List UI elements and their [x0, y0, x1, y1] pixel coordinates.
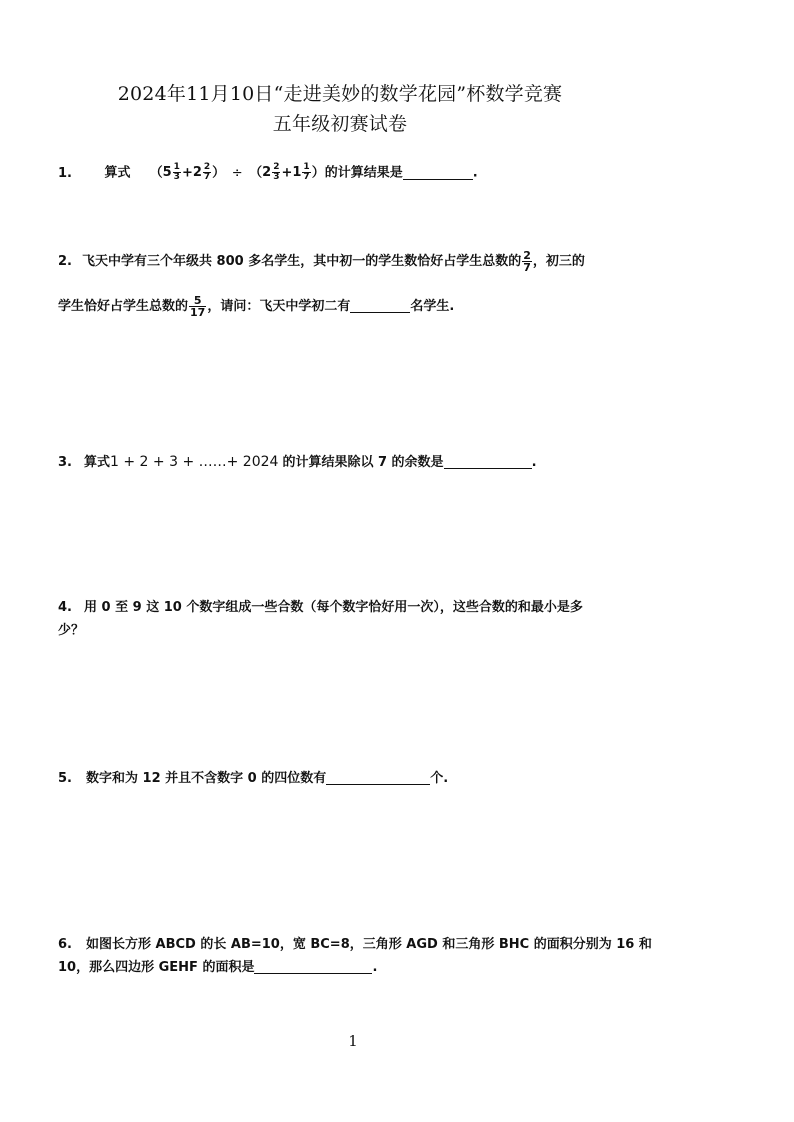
exam-subtitle: 五年级初赛试卷 [272, 113, 408, 135]
fraction [302, 163, 310, 182]
mixed-number [163, 163, 182, 183]
plus-sign: + [181, 165, 193, 181]
paren-close: ） [311, 165, 325, 181]
mixed-number [262, 163, 281, 183]
question-text: 个. [430, 771, 449, 786]
question-text: 用 0 至 9 这 10 个数字组成一些合数（每个数字恰好用一次），这些合数的和最小是多 [84, 600, 583, 615]
question-number: 1. [58, 165, 72, 181]
question-number: 5. [58, 771, 72, 786]
fraction [522, 250, 532, 273]
denominator: 7 [523, 261, 531, 274]
mixed-number [292, 163, 311, 183]
whole-part: 2 [192, 165, 202, 180]
question-text: 的计算结果除以 7 的余数是 [282, 455, 444, 470]
answer-blank[interactable] [326, 770, 430, 785]
answer-blank[interactable] [254, 959, 372, 974]
numerator: 5 [189, 295, 206, 307]
question-text: ，请问：飞天中学初二有 [207, 299, 351, 314]
question-text: 飞天中学有三个年级共 800 多名学生，其中初一的学生数恰好占学生总数的 [82, 254, 522, 269]
question-number: 3. [58, 455, 72, 470]
question-text: 学生恰好占学生总数的 [58, 299, 189, 314]
denominator: 3 [173, 172, 180, 182]
denominator: 7 [203, 172, 211, 182]
question-1 [58, 163, 478, 184]
fraction [272, 163, 280, 182]
question-6 [58, 935, 652, 955]
question-label: 算式 [84, 455, 111, 470]
answer-blank[interactable] [403, 165, 473, 180]
numerator: 2 [523, 249, 531, 262]
question-6-line-2 [58, 958, 377, 978]
paren-open: （ [249, 165, 263, 181]
whole-part: 5 [162, 165, 172, 180]
question-text: 如图长方形 ABCD 的长 AB=10，宽 BC=8，三角形 AGD 和三角形 BHC 的面积分别为 16 和 [86, 937, 652, 952]
paren-close: ） [212, 165, 226, 181]
numerator: 2 [273, 162, 280, 172]
fraction [173, 163, 181, 182]
question-number: 2. [58, 254, 72, 269]
question-4-line-2 [58, 621, 84, 641]
fraction [203, 163, 211, 182]
question-text: ，初三的 [532, 254, 585, 269]
whole-part: 2 [262, 165, 272, 180]
plus-sign: + [281, 165, 293, 181]
numerator: 1 [303, 162, 310, 172]
period: . [531, 455, 537, 470]
question-number: 4. [58, 600, 72, 615]
page-number: 1 [348, 1032, 358, 1050]
divide-sign: ÷ [231, 165, 243, 181]
question-number: 6. [58, 937, 72, 952]
exam-title: 2024年11月10日“走进美妙的数学花园”杯数学竞赛 [117, 83, 563, 105]
question-5 [58, 769, 448, 789]
fraction [189, 295, 206, 318]
answer-blank[interactable] [444, 454, 532, 469]
answer-blank[interactable] [350, 298, 410, 313]
denominator: 17 [190, 306, 206, 319]
whole-part: 1 [292, 165, 302, 180]
question-3 [58, 452, 537, 473]
denominator: 7 [303, 172, 310, 182]
question-4 [58, 598, 583, 618]
question-text: 的计算结果是 [324, 165, 403, 181]
question-text: 名学生. [410, 299, 455, 314]
question-text: 10，那么四边形 GEHF 的面积是 [58, 960, 255, 975]
question-text: 数字和为 12 并且不含数字 0 的四位数有 [86, 771, 327, 786]
math-expression: 1 + 2 + 3 + ……+ 2024 [110, 454, 279, 470]
mixed-number [193, 163, 212, 183]
period: . [472, 165, 478, 181]
numerator: 2 [203, 162, 211, 172]
question-label: 算式 [104, 165, 131, 181]
period: . [372, 960, 378, 975]
denominator: 3 [273, 172, 280, 182]
numerator: 1 [173, 162, 180, 172]
question-2 [58, 250, 585, 273]
question-2-line-2 [58, 295, 454, 318]
paren-open: （ [149, 165, 163, 181]
question-text: 少？ [58, 623, 85, 638]
